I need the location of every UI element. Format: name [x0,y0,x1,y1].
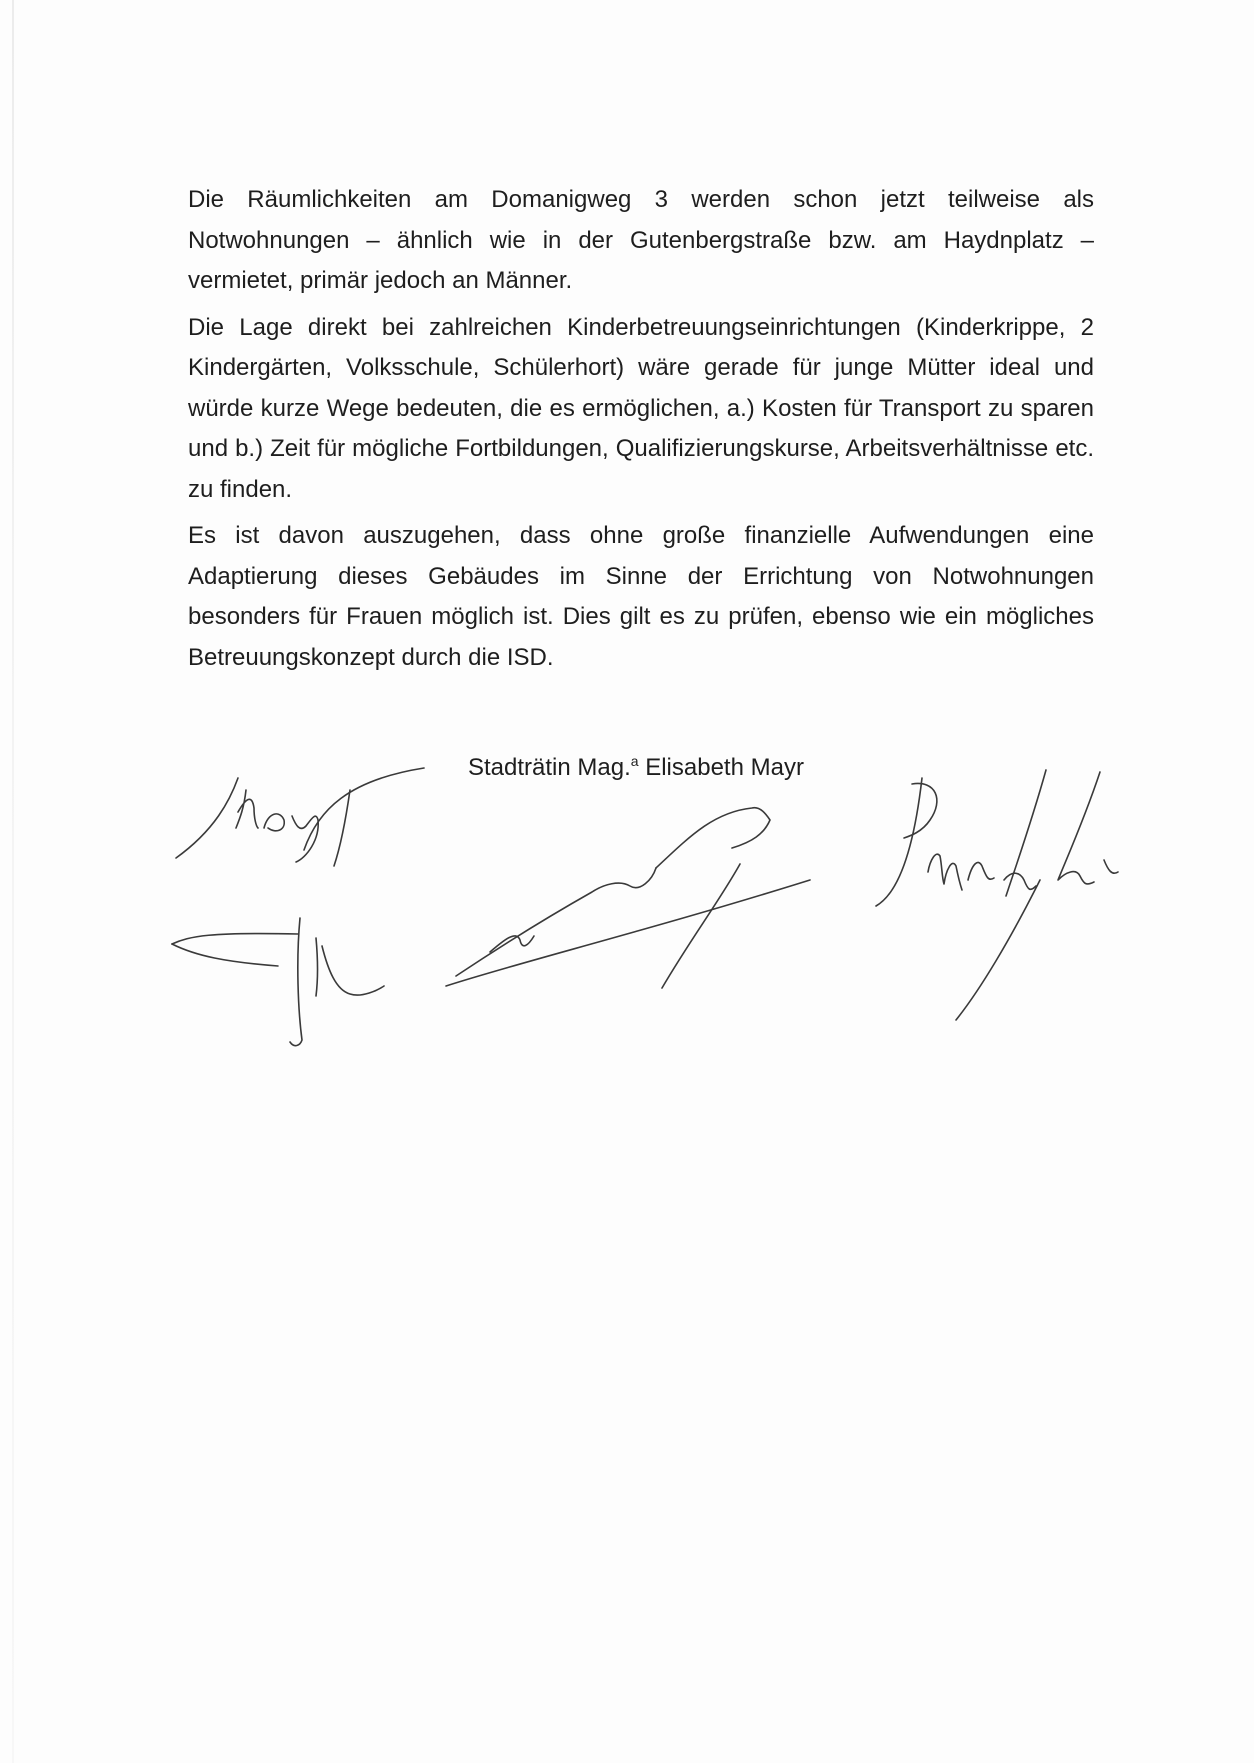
paragraph-1: Die Räumlichkeiten am Domanigweg 3 werden schon jetzt teilweise als Notwohnungen – ähnlich wie in der Gutenbergstraße bzw. am Haydnplatz – vermietet, primär jedoch an Männer. [188,186,1094,294]
signatory-name: Elisabeth Mayr [645,754,804,781]
signatory-title: Stadträtin Mag. [468,754,631,781]
signatory-line [468,746,804,783]
signature-mayr [176,768,424,866]
signature-right [876,770,1118,1020]
signature-middle [446,808,810,988]
signature-lower-left [172,918,384,1046]
paragraph-2: Die Lage direkt bei zahlreichen Kinderbetreuungseinrichtungen (Kinderkrippe, 2 Kindergärten, Volksschule, Schülerhort) wäre gerade für junge Mütter ideal und würde kurze Wege bedeuten, die es ermöglichen, a.) Kosten für Transport zu sparen und b.) Zeit für mögliche Fortbildungen, Qualifizierungskurse, Arbeitsverhältnisse etc. zu finden. [188,313,1094,503]
signatory-title-superscript: a [630,753,639,769]
document-body [188,180,1094,684]
paragraph-3: Es ist davon auszugehen, dass ohne große finanzielle Aufwendungen eine Adaptierung dieses Gebäudes im Sinne der Errichtung von Notwohnungen besonders für Frauen möglich ist. Dies gilt es zu prüfen, ebenso wie ein mögliches Betreuungskonzept durch die ISD. [188,522,1094,671]
scan-edge [12,0,14,1763]
